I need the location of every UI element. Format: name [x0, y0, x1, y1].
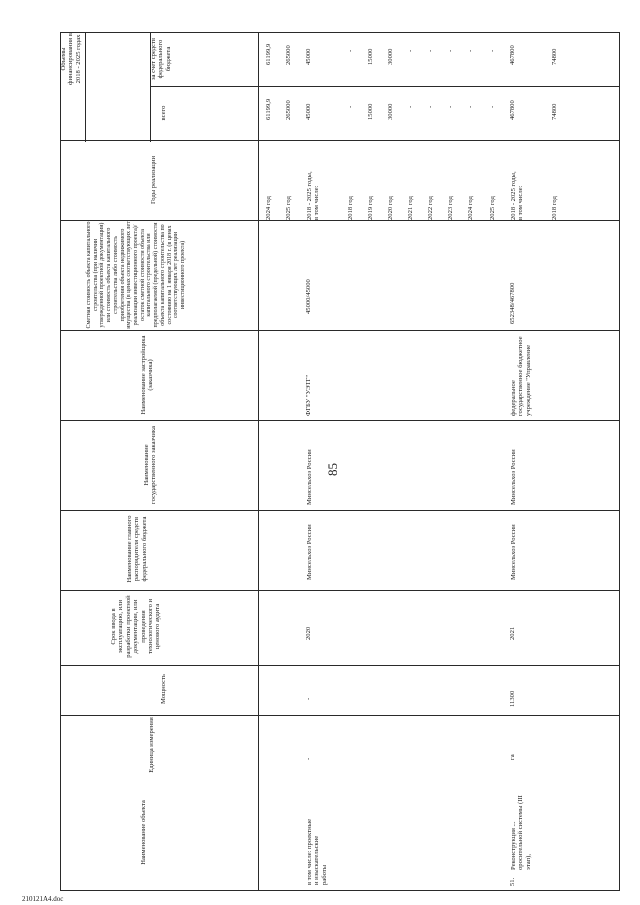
top-total-2024: 61199,9 [265, 98, 272, 120]
header-federal: за счет средств федерального бюджета [150, 37, 172, 81]
grid-line [619, 32, 620, 890]
row-a-total-2021: - [407, 105, 414, 108]
row-b-unit: га [509, 754, 516, 760]
row-a-year-2019: 2019 год [367, 196, 374, 220]
header-customer: Наименование государственного заказчика [143, 426, 158, 504]
row-b-customer: Минсельхоз России [510, 449, 517, 505]
top-federal-2025: 265000 [285, 45, 292, 65]
grid-line [60, 715, 620, 716]
header-term: Срок ввода в эксплуатацию, или разработки проектной документации, или проведения технологического и ценового аудита [110, 595, 162, 658]
row-a-federal-2023: - [447, 49, 454, 52]
row-b-federal-all: 467800 [509, 45, 516, 65]
row-a-year-2018: 2018 год [347, 196, 354, 220]
row-a-developer: ФГБУ "УЭТГ" [305, 374, 312, 416]
header-name: Наименование объекта [140, 800, 147, 865]
top-year-2025: 2025 год [285, 196, 292, 220]
grid-line [60, 890, 620, 891]
row-a-year-2020: 2020 год [387, 196, 394, 220]
page-number: 85 [325, 463, 340, 476]
row-a-year-2023: 2023 год [447, 196, 454, 220]
grid-line [258, 32, 259, 890]
row-b-cost: 652348/467800 [509, 282, 516, 324]
row-a-federal-2025: - [489, 49, 496, 52]
row-b-developer: федеральное государственное бюджетное учреждение "Управление [510, 336, 532, 416]
row-a-total-2022: - [427, 105, 434, 108]
row-a-total-2018: - [347, 105, 354, 108]
top-total-2025: 265000 [285, 100, 292, 120]
row-b-total-2018: 74800 [551, 103, 558, 120]
row-a-power: - [305, 697, 312, 700]
top-federal-2024: 61199,9 [265, 43, 272, 65]
row-a-total-2020: 30000 [387, 103, 394, 120]
row-a-total-2024: - [467, 105, 474, 108]
footer-file-code: 210121A4.doc [22, 895, 64, 903]
header-total: всего [160, 105, 167, 121]
row-a-customer: Минсельхоз России [306, 449, 313, 505]
row-a-year-2022: 2022 год [427, 196, 434, 220]
top-year-2024: 2024 год [265, 196, 272, 220]
header-admin: Наименование главного распорядителя средств федерального бюджета [126, 515, 148, 583]
row-a-federal-2019: 15000 [367, 48, 374, 65]
row-a-cost: 45000/45000 [305, 279, 312, 314]
grid-line [85, 32, 86, 142]
row-a-total-all: 45000 [305, 103, 312, 120]
row-a-year-total: 2018 - 2025 годы, в том числе: [306, 171, 321, 220]
row-a-federal-2021: - [407, 49, 414, 52]
row-b-name: Реконструкция ... оросительной системы (III этап), [510, 795, 532, 870]
row-a-federal-2024: - [467, 49, 474, 52]
row-a-name: в том числе: проектные и изыскательские работы [306, 818, 328, 885]
grid-line [60, 665, 620, 666]
row-b-total-all: 467800 [509, 100, 516, 120]
row-a-total-2023: - [447, 105, 454, 108]
grid-line [60, 32, 61, 890]
row-b-year-2018: 2018 год [551, 196, 558, 220]
row-b-year-total: 2018 - 2025 годы, в том числе: [510, 171, 525, 220]
grid-line [60, 32, 620, 33]
row-a-federal-2018: - [347, 49, 354, 52]
header-power: Мощность [160, 674, 167, 704]
header-unit: Единица измерения [148, 717, 155, 773]
row-a-year-2025: 2025 год [489, 196, 496, 220]
row-a-federal-2022: - [427, 49, 434, 52]
row-a-term: 2020 [305, 626, 312, 640]
row-a-admin: Минсельхоз России [306, 524, 313, 580]
row-b-admin: Минсельхоз России [510, 524, 517, 580]
row-a-total-2019: 15000 [367, 103, 374, 120]
header-cost: Сметная стоимость объекта капитального строительства (при наличии утвержденной проектной документации) или стоимость объекта капитального строительства либо стоимость приобретения объекта недвижимого имущества (в ценах соответствующих лет реализации инвестиционного проекта)/остаток сметной стоимости объекта капитального строительства или предполагаемой (предельной) стоимости объекта капитального строительства по состоянию на 1 января 2018 г. (в ценах соответствующих лет реализации инвестиционного проекта) [86, 221, 187, 329]
row-b-term: 2021 [509, 626, 516, 640]
header-developer: Наименование застройщика (заказчика) [140, 335, 155, 415]
header-funding: Объемы финансирования в 2018 - 2025 годах [60, 33, 82, 85]
row-a-year-2024: 2024 год [467, 196, 474, 220]
grid-line [150, 86, 620, 87]
grid-line [60, 140, 620, 141]
row-a-unit: - [305, 757, 312, 760]
row-a-year-2021: 2021 год [407, 196, 414, 220]
row-b-federal-2018: 74800 [551, 48, 558, 65]
row-a-federal-all: 45000 [305, 48, 312, 65]
row-a-total-2025: - [489, 105, 496, 108]
row-b-power: 11300 [509, 690, 516, 707]
row-b-number: 51. [509, 877, 516, 886]
row-a-federal-2020: 30000 [387, 48, 394, 65]
header-years: Годы реализации [150, 156, 157, 204]
